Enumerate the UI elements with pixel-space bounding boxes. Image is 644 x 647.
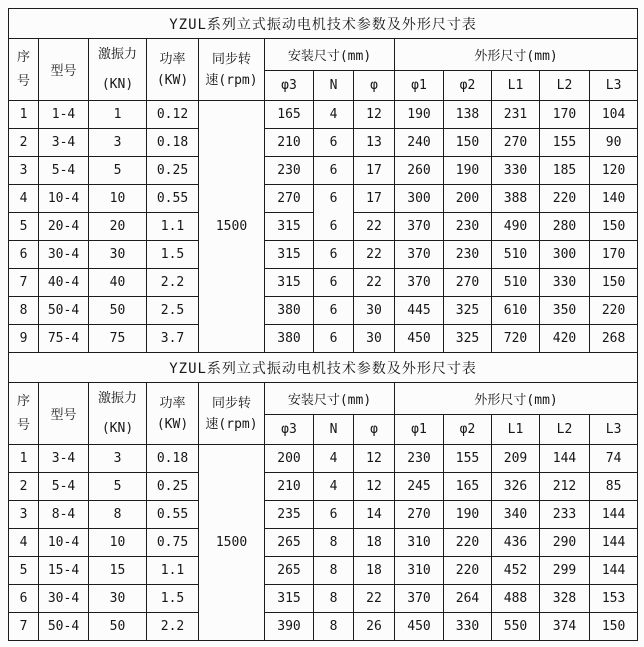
table-cell: 17	[354, 157, 395, 185]
table-cell: 2.2	[147, 269, 199, 297]
table-cell: 22	[354, 213, 395, 241]
header-model: 型号	[39, 39, 89, 101]
table-cell: 12	[354, 473, 395, 501]
table-cell: 15-4	[39, 557, 89, 585]
table-cell: 1	[9, 445, 39, 473]
header-power-line: 功率	[159, 51, 186, 67]
table-cell: 370	[395, 241, 444, 269]
table-cell: 1	[89, 101, 147, 129]
table-title: YZUL系列立式振动电机技术参数及外形尺寸表	[9, 353, 638, 383]
table-cell: 315	[265, 241, 314, 269]
table-cell: 488	[492, 585, 540, 613]
table-cell: 220	[590, 297, 638, 325]
table-cell: 6	[314, 241, 354, 269]
table-cell: 190	[444, 501, 492, 529]
header-install-group: 安装尺寸(mm)	[265, 383, 395, 415]
table-cell: 8	[314, 557, 354, 585]
header-install-group: 安装尺寸(mm)	[265, 39, 395, 71]
table-cell: 0.75	[147, 529, 199, 557]
table-cell: 8	[9, 297, 39, 325]
table-cell: 240	[395, 129, 444, 157]
table-cell: 510	[492, 269, 540, 297]
header-speed-line: 速(rpm)	[205, 72, 258, 88]
spec-table-2	[8, 352, 638, 641]
table-cell: 5-4	[39, 473, 89, 501]
table-cell: 170	[540, 101, 590, 129]
table-cell: 390	[265, 613, 314, 641]
table-cell: 12	[354, 445, 395, 473]
table-cell: 20	[89, 213, 147, 241]
table-cell: 165	[265, 101, 314, 129]
table-cell: 340	[492, 501, 540, 529]
header-model: 型号	[39, 383, 89, 445]
table-cell: 153	[590, 585, 638, 613]
table-cell: 235	[265, 501, 314, 529]
table-cell: 3	[9, 501, 39, 529]
table-cell: 170	[590, 241, 638, 269]
table-cell: 2.5	[147, 297, 199, 325]
table-cell: 18	[354, 529, 395, 557]
header-seq-line: 号	[16, 417, 30, 433]
table-cell: 1.1	[147, 213, 199, 241]
table-cell: 150	[590, 269, 638, 297]
header-col-l3: L3	[590, 71, 638, 101]
table-cell: 210	[265, 473, 314, 501]
table-row	[9, 585, 638, 613]
header-seq-line: 号	[16, 73, 30, 89]
table-row	[9, 101, 638, 129]
header-force-line: (KN)	[101, 420, 134, 436]
header-col-l2: L2	[540, 71, 590, 101]
table-cell: 220	[444, 529, 492, 557]
header-col-l3: L3	[590, 415, 638, 445]
table-cell: 2	[9, 473, 39, 501]
table-cell: 1.1	[147, 557, 199, 585]
header-power-line: 功率	[159, 395, 186, 411]
header-force	[89, 383, 147, 445]
header-outline-group: 外形尺寸(mm)	[395, 383, 638, 415]
table-cell: 264	[444, 585, 492, 613]
table-cell: 30	[354, 325, 395, 353]
table-cell: 30-4	[39, 241, 89, 269]
table-cell: 8	[314, 585, 354, 613]
table-cell: 374	[540, 613, 590, 641]
table-cell: 15	[89, 557, 147, 585]
table-cell: 1	[9, 101, 39, 129]
table-cell: 150	[444, 129, 492, 157]
table-cell: 450	[395, 613, 444, 641]
table-cell: 4	[9, 529, 39, 557]
header-col-phi3: φ3	[265, 71, 314, 101]
table-cell: 4	[314, 445, 354, 473]
table-cell: 210	[265, 129, 314, 157]
table-row	[9, 557, 638, 585]
table-row	[9, 241, 638, 269]
table-cell: 30	[89, 585, 147, 613]
header-power-line: (KW)	[156, 72, 189, 88]
table-cell: 3-4	[39, 445, 89, 473]
table-cell: 6	[314, 213, 354, 241]
header-outline-group: 外形尺寸(mm)	[395, 39, 638, 71]
header-seq-line: 序	[16, 393, 30, 409]
table-cell: 370	[395, 213, 444, 241]
speed-value-cell: 1500	[199, 101, 265, 353]
table-cell: 445	[395, 297, 444, 325]
table-cell: 85	[590, 473, 638, 501]
table-row	[9, 529, 638, 557]
table-cell: 260	[395, 157, 444, 185]
table-cell: 245	[395, 473, 444, 501]
table-cell: 4	[9, 185, 39, 213]
header-row-groups	[9, 383, 638, 415]
table-cell: 230	[395, 445, 444, 473]
table-cell: 315	[265, 213, 314, 241]
table-cell: 265	[265, 557, 314, 585]
header-col-phi1: φ1	[395, 415, 444, 445]
table-cell: 30	[354, 297, 395, 325]
table-cell: 200	[444, 185, 492, 213]
table-cell: 0.25	[147, 473, 199, 501]
table-cell: 326	[492, 473, 540, 501]
table-cell: 230	[444, 241, 492, 269]
table-cell: 436	[492, 529, 540, 557]
table-cell: 138	[444, 101, 492, 129]
table-cell: 325	[444, 297, 492, 325]
table-cell: 185	[540, 157, 590, 185]
table-cell: 6	[314, 269, 354, 297]
header-speed	[199, 39, 265, 101]
table-cell: 0.12	[147, 101, 199, 129]
header-seq-line: 序	[16, 49, 30, 65]
header-col-n: N	[314, 71, 354, 101]
table-cell: 150	[590, 613, 638, 641]
table-cell: 315	[265, 269, 314, 297]
header-col-n: N	[314, 415, 354, 445]
table-cell: 328	[540, 585, 590, 613]
table-cell: 330	[540, 269, 590, 297]
table-cell: 315	[265, 585, 314, 613]
table-cell: 165	[444, 473, 492, 501]
table-cell: 5	[89, 473, 147, 501]
header-force-line: 激振力	[97, 390, 137, 406]
table-cell: 233	[540, 501, 590, 529]
table-cell: 155	[540, 129, 590, 157]
table-cell: 220	[444, 557, 492, 585]
header-col-phi3: φ3	[265, 415, 314, 445]
table-cell: 50	[89, 297, 147, 325]
table-cell: 550	[492, 613, 540, 641]
table-cell: 0.55	[147, 501, 199, 529]
table-cell: 75	[89, 325, 147, 353]
table-cell: 6	[314, 325, 354, 353]
table-cell: 268	[590, 325, 638, 353]
table-row	[9, 473, 638, 501]
title-row	[9, 9, 638, 39]
table-cell: 270	[395, 501, 444, 529]
table-row	[9, 613, 638, 641]
table-cell: 6	[9, 585, 39, 613]
table-row	[9, 185, 638, 213]
table-cell: 7	[9, 269, 39, 297]
header-speed	[199, 383, 265, 445]
header-col-l2: L2	[540, 415, 590, 445]
table-cell: 144	[590, 529, 638, 557]
table-cell: 8	[314, 613, 354, 641]
table-cell: 388	[492, 185, 540, 213]
table-cell: 6	[314, 185, 354, 213]
table-cell: 10	[89, 185, 147, 213]
header-seq	[9, 39, 39, 101]
table-cell: 74	[590, 445, 638, 473]
table-cell: 4	[314, 473, 354, 501]
spec-table-1	[8, 8, 638, 353]
table-cell: 280	[540, 213, 590, 241]
table-cell: 12	[354, 101, 395, 129]
table-cell: 6	[9, 241, 39, 269]
table-cell: 40	[89, 269, 147, 297]
header-row-groups	[9, 39, 638, 71]
table-cell: 22	[354, 269, 395, 297]
table-cell: 310	[395, 557, 444, 585]
table-cell: 144	[540, 445, 590, 473]
table-cell: 231	[492, 101, 540, 129]
table-cell: 8	[89, 501, 147, 529]
table-cell: 212	[540, 473, 590, 501]
table-cell: 40-4	[39, 269, 89, 297]
table-cell: 380	[265, 297, 314, 325]
table-cell: 5	[9, 557, 39, 585]
header-col-phi: φ	[354, 415, 395, 445]
table-cell: 10	[89, 529, 147, 557]
table-cell: 270	[265, 185, 314, 213]
table-cell: 20-4	[39, 213, 89, 241]
header-seq	[9, 383, 39, 445]
table-row	[9, 325, 638, 353]
table-cell: 370	[395, 585, 444, 613]
header-col-l1: L1	[492, 415, 540, 445]
table-cell: 3	[89, 445, 147, 473]
table-cell: 270	[444, 269, 492, 297]
table-cell: 155	[444, 445, 492, 473]
table-row	[9, 213, 638, 241]
table-cell: 30-4	[39, 585, 89, 613]
table-cell: 310	[395, 529, 444, 557]
table-cell: 17	[354, 185, 395, 213]
table-cell: 5-4	[39, 157, 89, 185]
table-cell: 1.5	[147, 585, 199, 613]
table-cell: 22	[354, 585, 395, 613]
table-cell: 190	[444, 157, 492, 185]
header-power	[147, 383, 199, 445]
table-cell: 265	[265, 529, 314, 557]
header-col-phi2: φ2	[444, 71, 492, 101]
table-row	[9, 157, 638, 185]
table-cell: 30	[89, 241, 147, 269]
table-cell: 452	[492, 557, 540, 585]
table-cell: 490	[492, 213, 540, 241]
table-cell: 220	[540, 185, 590, 213]
table-cell: 50-4	[39, 613, 89, 641]
title-row	[9, 353, 638, 383]
speed-value-cell: 1500	[199, 445, 265, 641]
header-force	[89, 39, 147, 101]
table-cell: 75-4	[39, 325, 89, 353]
header-speed-line: 同步转	[211, 51, 251, 67]
table-cell: 8-4	[39, 501, 89, 529]
table-cell: 720	[492, 325, 540, 353]
table-cell: 14	[354, 501, 395, 529]
header-power-line: (KW)	[156, 416, 189, 432]
table-cell: 10-4	[39, 529, 89, 557]
table-cell: 3	[9, 157, 39, 185]
table-cell: 8	[314, 529, 354, 557]
table-cell: 5	[9, 213, 39, 241]
table-cell: 3	[89, 129, 147, 157]
header-col-phi: φ	[354, 71, 395, 101]
table-cell: 144	[590, 501, 638, 529]
table-cell: 330	[492, 157, 540, 185]
header-speed-line: 速(rpm)	[205, 416, 258, 432]
table-cell: 6	[314, 501, 354, 529]
table-cell: 7	[9, 613, 39, 641]
table-cell: 300	[395, 185, 444, 213]
table-cell: 120	[590, 157, 638, 185]
table-cell: 2	[9, 129, 39, 157]
header-force-line: (KN)	[101, 76, 134, 92]
table-cell: 90	[590, 129, 638, 157]
table-cell: 299	[540, 557, 590, 585]
table-cell: 5	[89, 157, 147, 185]
table-cell: 4	[314, 101, 354, 129]
table-cell: 200	[265, 445, 314, 473]
table-cell: 10-4	[39, 185, 89, 213]
table-cell: 0.18	[147, 445, 199, 473]
table-cell: 50	[89, 613, 147, 641]
table-cell: 140	[590, 185, 638, 213]
table-cell: 0.55	[147, 185, 199, 213]
table-cell: 144	[590, 557, 638, 585]
table-row	[9, 501, 638, 529]
table-cell: 3-4	[39, 129, 89, 157]
table-cell: 104	[590, 101, 638, 129]
table-cell: 1-4	[39, 101, 89, 129]
table-cell: 450	[395, 325, 444, 353]
table-cell: 350	[540, 297, 590, 325]
header-col-phi2: φ2	[444, 415, 492, 445]
table-row	[9, 269, 638, 297]
table-cell: 22	[354, 241, 395, 269]
table-cell: 0.18	[147, 129, 199, 157]
table-cell: 6	[314, 297, 354, 325]
table-cell: 510	[492, 241, 540, 269]
table-cell: 9	[9, 325, 39, 353]
table-cell: 230	[444, 213, 492, 241]
table-row	[9, 129, 638, 157]
table-cell: 420	[540, 325, 590, 353]
header-col-phi1: φ1	[395, 71, 444, 101]
table-cell: 1.5	[147, 241, 199, 269]
table-row	[9, 445, 638, 473]
table-cell: 3.7	[147, 325, 199, 353]
table-cell: 270	[492, 129, 540, 157]
table-cell: 330	[444, 613, 492, 641]
table-cell: 230	[265, 157, 314, 185]
table-cell: 190	[395, 101, 444, 129]
table-cell: 150	[590, 213, 638, 241]
header-force-line: 激振力	[97, 46, 137, 62]
table-cell: 370	[395, 269, 444, 297]
table-row	[9, 297, 638, 325]
table-cell: 300	[540, 241, 590, 269]
table-cell: 0.25	[147, 157, 199, 185]
table-cell: 2.2	[147, 613, 199, 641]
header-speed-line: 同步转	[211, 395, 251, 411]
table-cell: 18	[354, 557, 395, 585]
table-title: YZUL系列立式振动电机技术参数及外形尺寸表	[9, 9, 638, 39]
table-cell: 13	[354, 129, 395, 157]
table-cell: 6	[314, 129, 354, 157]
table-cell: 380	[265, 325, 314, 353]
table-cell: 209	[492, 445, 540, 473]
table-cell: 50-4	[39, 297, 89, 325]
table-cell: 6	[314, 157, 354, 185]
table-cell: 26	[354, 613, 395, 641]
table-cell: 325	[444, 325, 492, 353]
header-power	[147, 39, 199, 101]
table-cell: 610	[492, 297, 540, 325]
table-cell: 290	[540, 529, 590, 557]
header-col-l1: L1	[492, 71, 540, 101]
